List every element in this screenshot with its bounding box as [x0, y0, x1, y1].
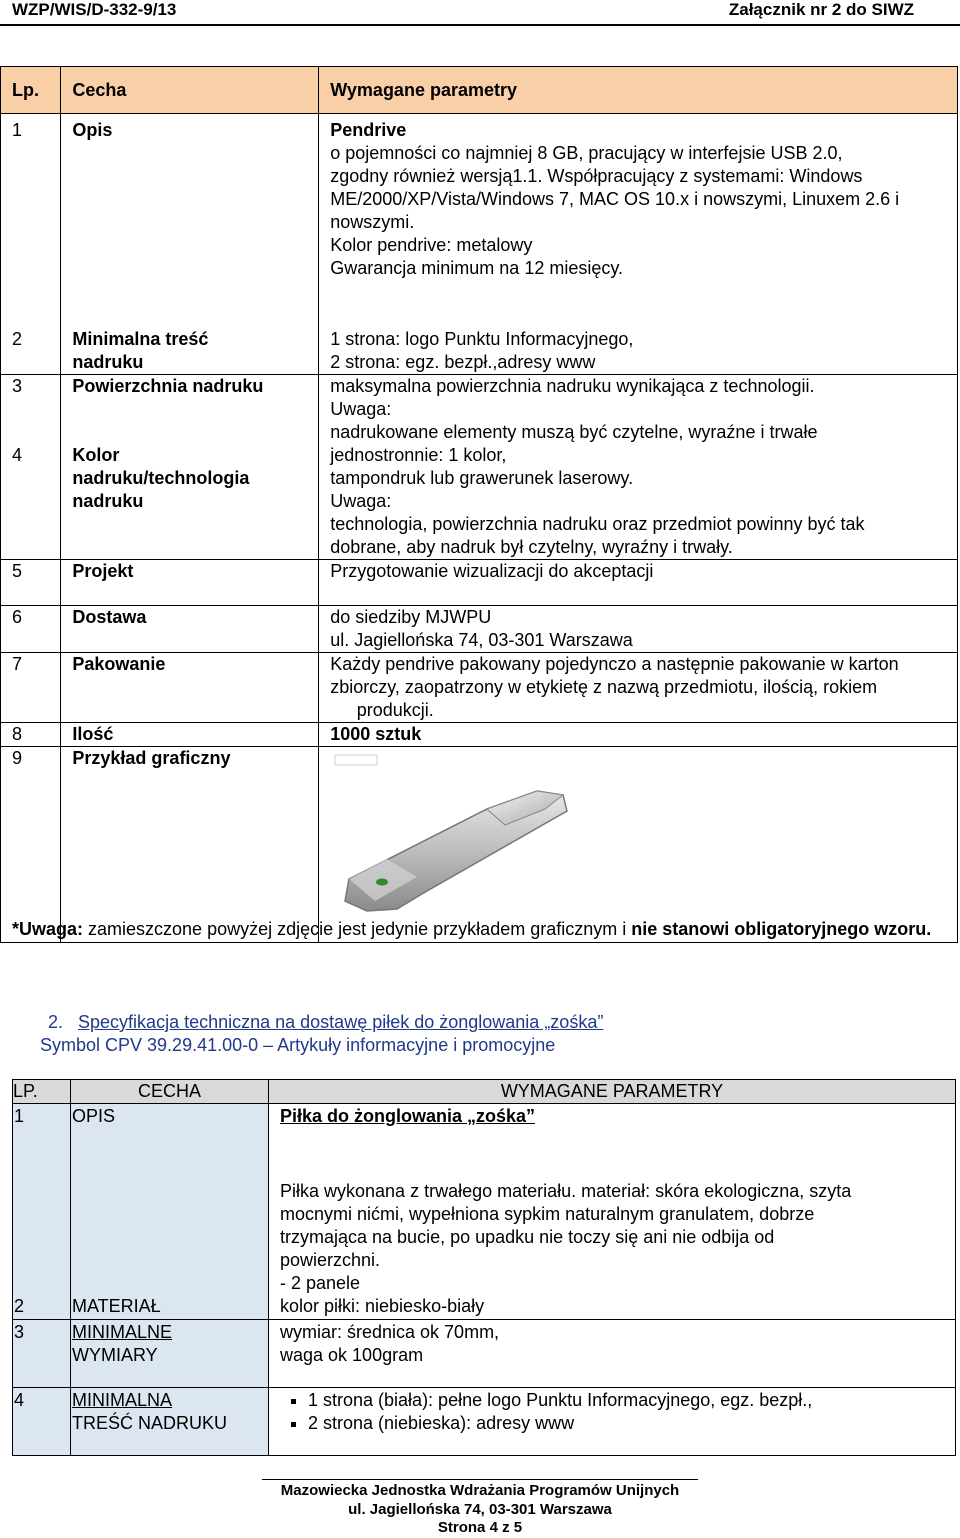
- image-disclaimer: [12, 918, 942, 941]
- juggling-ball-spec-table: [12, 1079, 956, 1456]
- row-parametry: [319, 559, 958, 605]
- param-line: wymiar: średnica ok 70mm,: [280, 1321, 500, 1342]
- row-cecha: Powierzchnia nadruku: [61, 374, 319, 444]
- note-bold-end: nie stanowi obligatoryjnego wzoru.: [631, 919, 932, 939]
- bullet-list: [280, 1389, 954, 1435]
- param-line: produkcji.: [356, 699, 434, 720]
- row-cecha: Pakowanie: [61, 652, 319, 722]
- row-cecha: [71, 1387, 269, 1455]
- param-line: mocnymi nićmi, wypełniona sypkim naturalnym granulatem, dobrze: [280, 1203, 815, 1224]
- param-line: Przygotowanie wizualizacji do akceptacji: [330, 560, 654, 581]
- param-line: trzymająca na bucie, po upadku nie toczy się ani nie odbija od: [280, 1226, 775, 1247]
- row-parametry: [269, 1148, 956, 1320]
- param-line: - 2 panele: [280, 1272, 361, 1293]
- row-cecha: Projekt: [61, 559, 319, 605]
- param-line: do siedziby MJWPU: [330, 606, 492, 627]
- table-row: [13, 1148, 956, 1320]
- row-lp: 3: [13, 1319, 71, 1387]
- cecha-line: MINIMALNE: [72, 1321, 173, 1342]
- row-cecha: Dostawa: [61, 605, 319, 652]
- row-parametry: 1000 sztuk: [319, 722, 958, 746]
- footer-divider: [262, 1479, 698, 1480]
- row-lp: 4: [13, 1387, 71, 1455]
- param-line: Gwarancja minimum na 12 miesięcy.: [330, 258, 624, 278]
- row-parametry: [319, 652, 958, 722]
- row-parametry: [319, 444, 958, 560]
- param-line: nowszymi.: [330, 212, 415, 232]
- table-row: [1, 652, 958, 722]
- header-parametry: Wymagane parametry: [319, 67, 958, 114]
- table-row: [1, 559, 958, 605]
- row-parametry: [269, 1319, 956, 1387]
- header-lp: LP.: [13, 1080, 71, 1104]
- table-row: [1, 746, 958, 942]
- param-line: maksymalna powierzchnia nadruku wynikająca z technologii.: [330, 375, 815, 396]
- table-row: [13, 1387, 956, 1455]
- row-lp: 6: [1, 605, 61, 652]
- list-item: ▪ 2 strona (niebieska): adresy www: [308, 1412, 954, 1435]
- row-cecha: [61, 444, 319, 560]
- param-line: tampondruk lub grawerunek laserowy.: [330, 467, 634, 488]
- row-lp: 5: [1, 559, 61, 605]
- row-parametry: [319, 328, 958, 375]
- param-line: Uwaga:: [330, 398, 392, 419]
- param-line: Każdy pendrive pakowany pojedynczo a następnie pakowanie w karton: [330, 653, 899, 674]
- param-line: dobrane, aby nadruk był czytelny, wyraźny i trwały.: [330, 536, 733, 557]
- table-header-row: [1, 67, 958, 114]
- section-heading: [48, 1011, 603, 1034]
- table-row: [1, 328, 958, 375]
- cecha-line: Minimalna treść: [72, 328, 209, 349]
- row-cecha: [71, 1319, 269, 1387]
- product-title: Pendrive: [330, 120, 407, 140]
- param-line: kolor piłki: niebiesko-biały: [280, 1295, 485, 1316]
- param-line: Uwaga:: [330, 490, 392, 511]
- document-reference: WZP/WIS/D-332-9/13: [12, 0, 177, 19]
- product-title: Piłka do żonglowania „zośka”: [280, 1106, 536, 1126]
- param-line: nadrukowane elementy muszą być czytelne, wyraźne i trwałe: [330, 421, 818, 442]
- cecha-line: WYMIARY: [72, 1344, 158, 1365]
- row-lp: 1: [13, 1104, 71, 1148]
- page-number: Strona 4 z 5: [437, 1519, 523, 1536]
- table-row: [1, 444, 958, 560]
- param-line: technologia, powierzchnia nadruku oraz przedmiot powinny być tak: [330, 513, 865, 534]
- row-lp: 1: [1, 114, 61, 328]
- table-row: [1, 722, 958, 746]
- header-cecha: CECHA: [71, 1080, 269, 1104]
- row-lp: 8: [1, 722, 61, 746]
- param-line: 2 strona: egz. bezpł.,adresy www: [330, 351, 596, 372]
- usb-pendrive-image: [327, 751, 577, 921]
- row-parametry: [319, 746, 958, 942]
- param-line: ME/2000/XP/Vista/Windows 7, MAC OS 10.x i nowszymi, Linuxem 2.6 i: [330, 189, 900, 209]
- param-line: waga ok 100gram: [280, 1344, 424, 1365]
- param-line: Kolor pendrive: metalowy: [330, 235, 533, 255]
- param-line: jednostronnie: 1 kolor,: [330, 444, 507, 465]
- section-title: Specyfikacja techniczna na dostawę piłek do żonglowania „zośka”: [78, 1012, 604, 1032]
- list-item: ▪ 1 strona (biała): pełne logo Punktu Informacyjnego, egz. bezpł.,: [308, 1389, 954, 1412]
- attachment-label: Załącznik nr 2 do SIWZ: [728, 0, 914, 19]
- footer-organization: Mazowiecka Jednostka Wdrażania Programów Unijnych: [280, 1482, 680, 1499]
- table-row: [13, 1319, 956, 1387]
- param-line: ul. Jagiellońska 74, 03-301 Warszawa: [330, 629, 633, 650]
- row-lp: 3: [1, 374, 61, 444]
- header-divider: [0, 24, 960, 26]
- pendrive-spec-table: [0, 66, 958, 943]
- note-prefix: *Uwaga:: [12, 919, 84, 939]
- cecha-line: nadruku: [72, 490, 144, 511]
- row-cecha: [61, 328, 319, 375]
- row-cecha: Ilość: [61, 722, 319, 746]
- row-lp: 4: [1, 444, 61, 560]
- table-row: [1, 114, 958, 328]
- header-parametry: WYMAGANE PARAMETRY: [269, 1080, 956, 1104]
- row-lp: 7: [1, 652, 61, 722]
- row-cecha: Opis: [61, 114, 319, 328]
- cecha-line: nadruku/technologia: [72, 467, 250, 488]
- table-header-row: [13, 1080, 956, 1104]
- table-row: [1, 605, 958, 652]
- param-line: zgodny również wersją1.1. Współpracujący z systemami: Windows: [330, 166, 863, 186]
- param-line: Piłka wykonana z trwałego materiału. materiał: skóra ekologiczna, szyta: [280, 1180, 852, 1201]
- row-parametry: [319, 374, 958, 444]
- footer-address: ul. Jagiellońska 74, 03-301 Warszawa: [348, 1501, 612, 1518]
- row-parametry: [269, 1104, 956, 1148]
- table-row: [1, 374, 958, 444]
- param-line: 1 strona: logo Punktu Informacyjnego,: [330, 328, 634, 349]
- row-parametry: [319, 114, 958, 328]
- row-parametry: [319, 605, 958, 652]
- row-lp: 2: [1, 328, 61, 375]
- cecha-line: Kolor: [72, 444, 120, 465]
- row-parametry: [269, 1387, 956, 1455]
- param-line: zbiorczy, zaopatrzony w etykietę z nazwą przedmiotu, ilością, rokiem: [330, 676, 878, 697]
- row-lp: 2: [13, 1148, 71, 1320]
- cpv-symbol: Symbol CPV 39.29.41.00-0 – Artykuły informacyjne i promocyjne: [40, 1035, 556, 1055]
- cecha-line: nadruku: [72, 351, 144, 372]
- note-text: zamieszczone powyżej zdjęcie jest jedynie przykładem graficznym i: [83, 919, 632, 939]
- section-number: 2.: [48, 1012, 64, 1032]
- cecha-line: MINIMALNA: [72, 1389, 173, 1410]
- cecha-line: TREŚĆ NADRUKU: [72, 1412, 228, 1433]
- row-cecha: Przykład graficzny: [61, 746, 319, 942]
- row-lp: 9: [1, 746, 61, 942]
- param-line: o pojemności co najmniej 8 GB, pracujący w interfejsie USB 2.0,: [330, 143, 843, 163]
- row-cecha: MATERIAŁ: [71, 1148, 269, 1320]
- header-cecha: Cecha: [61, 67, 319, 114]
- header-lp: Lp.: [1, 67, 61, 114]
- param-line: powierzchni.: [280, 1249, 381, 1270]
- row-cecha: OPIS: [71, 1104, 269, 1148]
- table-row: [13, 1104, 956, 1148]
